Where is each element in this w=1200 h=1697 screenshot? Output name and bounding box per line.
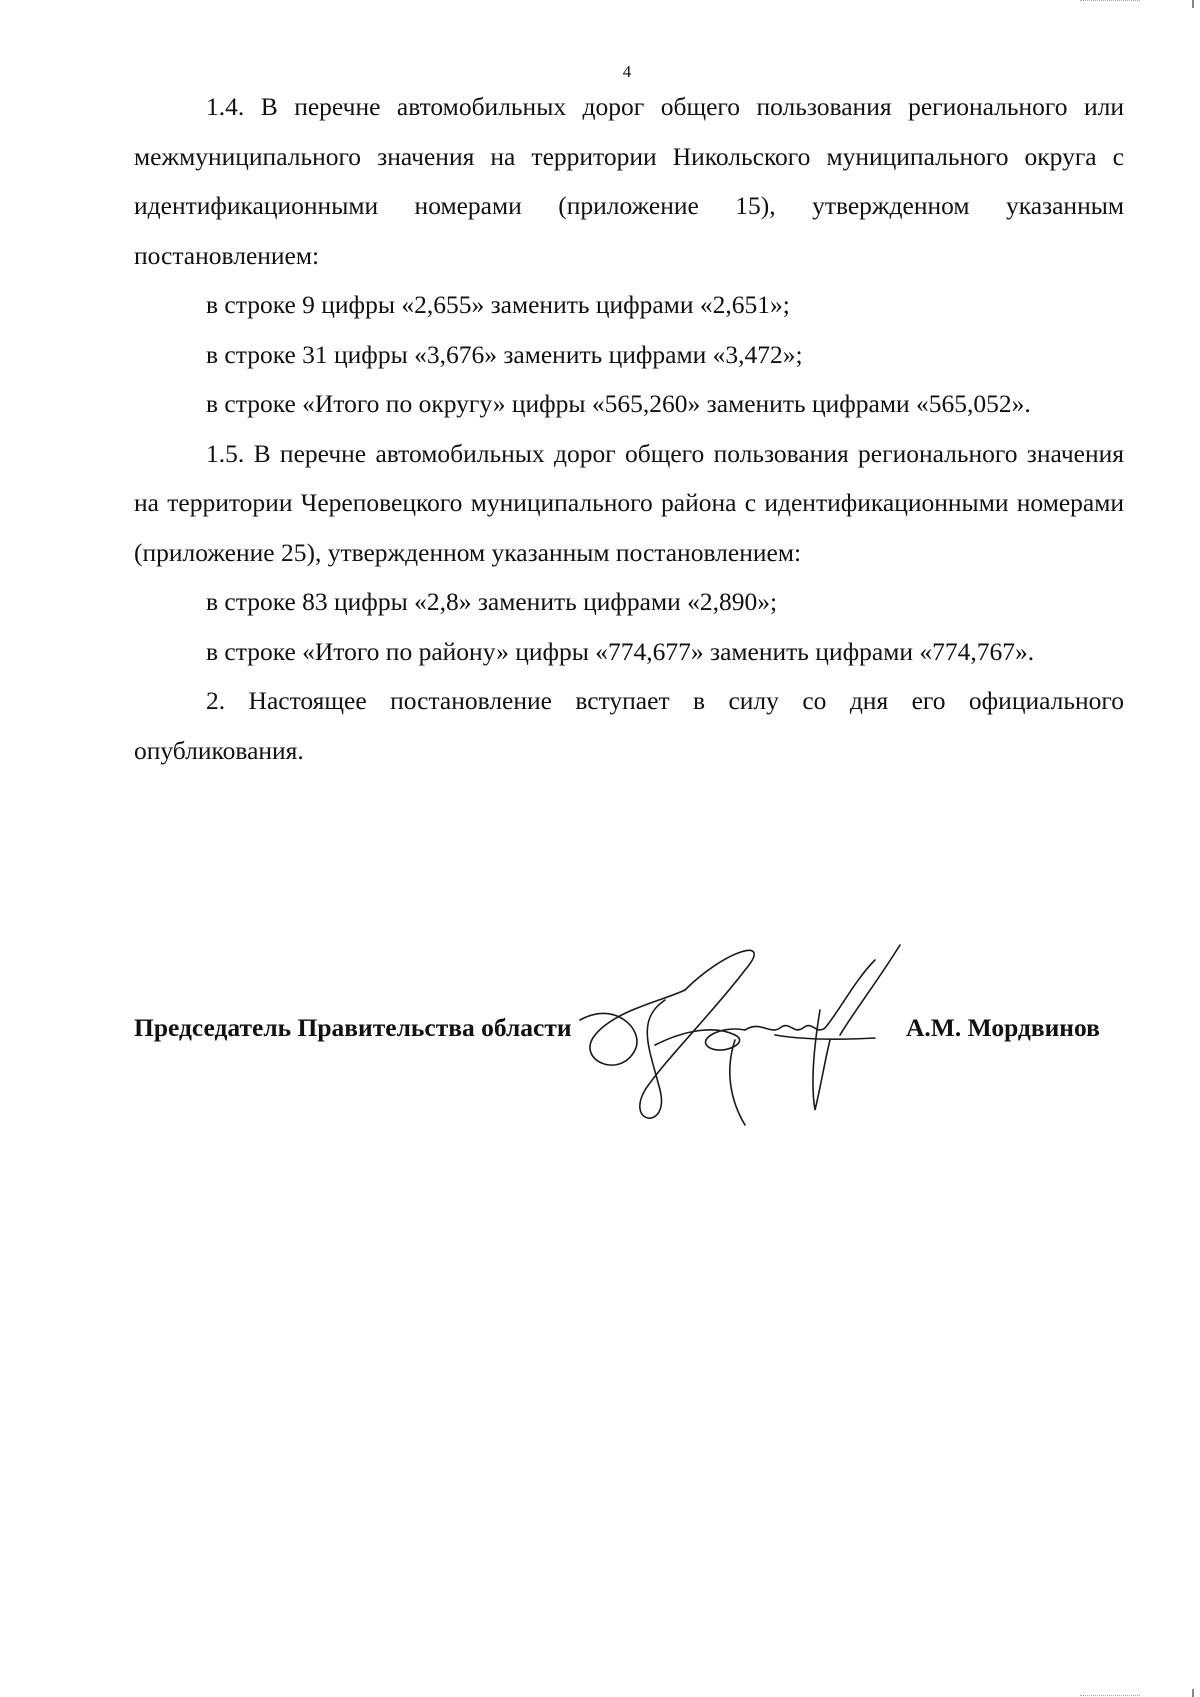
paragraph-1-5-total: в строке «Итого по району» цифры «774,677» заменить цифрами «774,767». — [206, 636, 1035, 666]
document-body — [134, 82, 1124, 775]
page-number: 4 — [622, 62, 632, 81]
scan-edge-tick-top — [1192, 0, 1194, 8]
signatory-title: Председатель Правительства области — [134, 1013, 572, 1042]
paragraph-2: 2. Настоящее постановление вступает в силу со дня его официального опубликования. — [134, 686, 1124, 765]
scan-edge-mark-top — [1080, 0, 1140, 2]
paragraph-1-5: 1.5. В перечне автомобильных дорог общего пользования регионального значения на территории Череповецкого муниципального района с идентификационными номерами (приложение 25), утвержденном указанным постановлением: — [134, 438, 1124, 567]
paragraph-1-5-line-83: в строке 83 цифры «2,8» заменить цифрами «2,890»; — [206, 587, 778, 616]
paragraph-1-4: 1.4. В перечне автомобильных дорог общего пользования регионального или межмуниципального значения на территории Никольского муниципального округа с идентификационными номерами (приложение 15), утвержденном указанным постановлением: — [134, 92, 1124, 270]
paragraph-1-4-line-9: в строке 9 цифры «2,655» заменить цифрами «2,651»; — [206, 290, 790, 319]
scan-edge-tick-bottom — [1192, 1689, 1194, 1697]
paragraph-1-4-line-31: в строке 31 цифры «3,676» заменить цифрами «3,472»; — [206, 339, 803, 369]
paragraph-1-4-total: в строке «Итого по округу» цифры «565,260» заменить цифрами «565,052». — [206, 389, 1031, 418]
handwritten-signature — [575, 940, 930, 1140]
signatory-name: А.М. Мордвинов — [906, 1013, 1100, 1042]
